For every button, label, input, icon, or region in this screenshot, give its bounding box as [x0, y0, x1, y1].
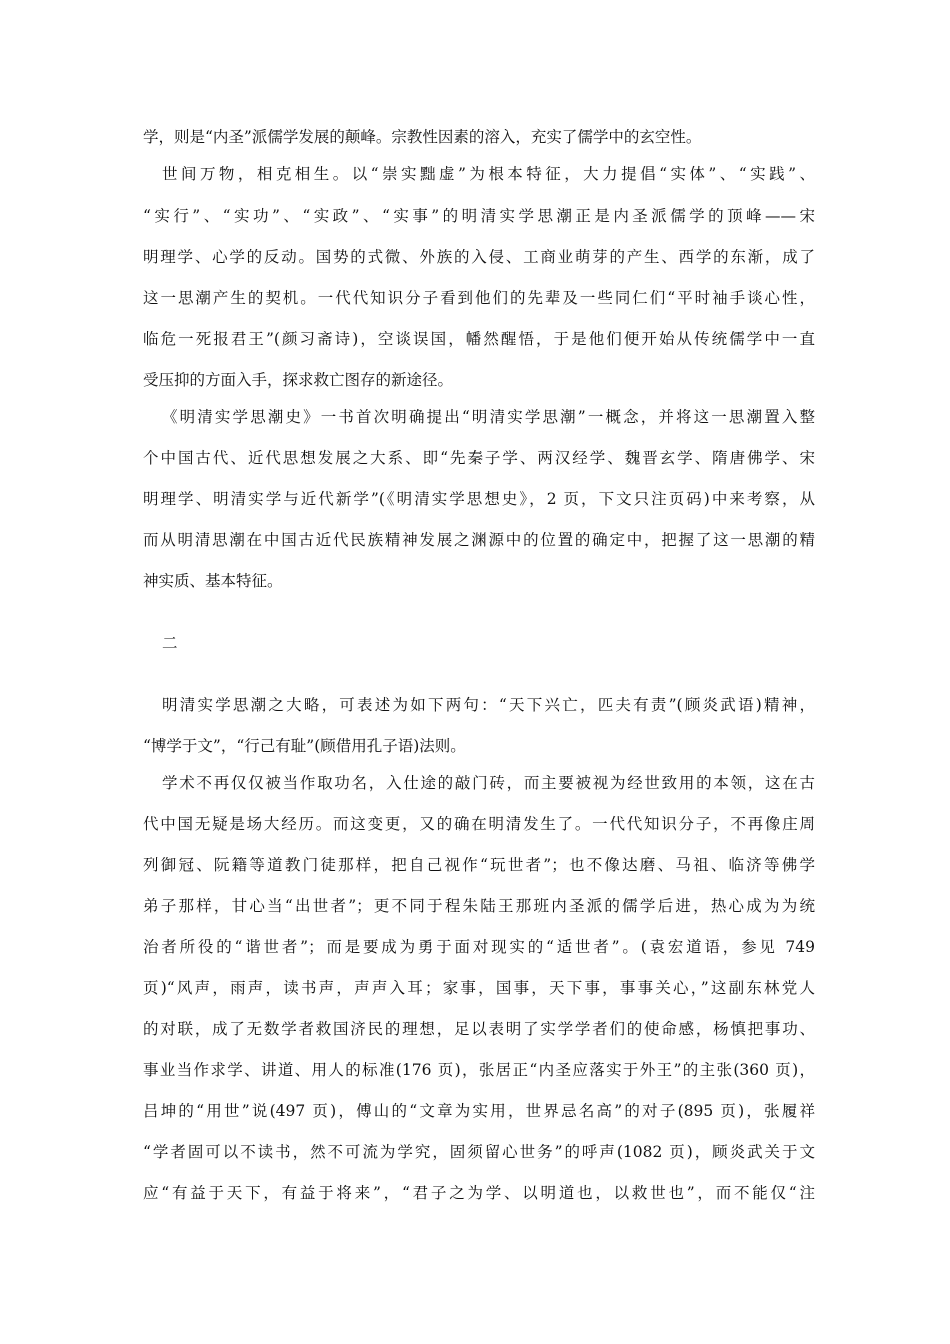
paragraph-start-line: 学术不再仅仅被当作取功名，入仕途的敲门砖，而主要被视为经世致用的本领，这在古: [162, 774, 815, 792]
text-line: 事业当作求学、讲道、用人的标准(176 页)，张居正“内圣应落实于外王”的主张(360 页)，: [143, 1061, 815, 1079]
text-line: 治者所役的“谐世者”；而是要成为勇于面对现实的“适世者”。(袁宏道语，参见 749: [143, 938, 815, 956]
text-line: 应“有益于天下，有益于将来”，“君子之为学、以明道也，以救世也”，而不能仅“注: [143, 1184, 815, 1202]
text-line: 个中国古代、近代思想发展之大系、即“先秦子学、两汉经学、魏晋玄学、隋唐佛学、宋: [143, 449, 815, 467]
section-heading: 二: [162, 634, 178, 652]
paragraph-start-line: 《明清实学思潮史》一书首次明确提出“明清实学思潮”一概念，并将这一思潮置入整: [162, 408, 815, 426]
text-line: 吕坤的“用世”说(497 页)，傅山的“文章为实用，世界忌名高”的对子(895 页)，张履祥: [143, 1102, 815, 1120]
text-line: “实行”、“实功”、“实政”、“实事”的明清实学思潮正是内圣派儒学的顶峰——宋: [143, 207, 815, 225]
text-line: 而从明清思潮在中国古近代民族精神发展之渊源中的位置的确定中，把握了这一思潮的精: [143, 531, 815, 549]
paragraph-start-line: 明清实学思潮之大略，可表述为如下两句：“天下兴亡，匹夫有责”(顾炎武语)精神，: [162, 696, 815, 714]
text-line: “博学于文”，“行己有耻”(顾借用孔子语)法则。: [143, 737, 466, 755]
text-line: 这一思潮产生的契机。一代代知识分子看到他们的先辈及一些同仁们“平时袖手谈心性，: [143, 289, 815, 307]
text-line: 的对联，成了无数学者救国济民的理想，足以表明了实学学者们的使命感，杨慎把事功、: [143, 1020, 815, 1038]
text-line: 代中国无疑是场大经历。而这变更，又的确在明清发生了。一代代知识分子，不再像庄周: [143, 815, 815, 833]
text-line: “学者固可以不读书，然不可流为学究，固须留心世务”的呼声(1082 页)，顾炎武关于文: [143, 1143, 815, 1161]
text-line: 明理学、心学的反动。国势的式微、外族的入侵、工商业萌芽的产生、西学的东渐，成了: [143, 248, 815, 266]
text-line: 列御冠、阮籍等道教门徒那样，把自己视作“玩世者”；也不像达磨、马祖、临济等佛学: [143, 856, 815, 874]
text-line: 页)“风声，雨声，读书声，声声入耳；家事，国事，天下事，事事关心，”这副东林党人: [143, 979, 815, 997]
text-line: 临危一死报君王”(颜习斋诗)，空谈误国，幡然醒悟，于是他们便开始从传统儒学中一直: [143, 330, 815, 348]
text-line: 弟子那样，甘心当“出世者”；更不同于程朱陆王那班内圣派的儒学后进，热心成为为统: [143, 897, 815, 915]
text-line: 受压抑的方面入手，探求救亡图存的新途径。: [143, 371, 454, 389]
text-line: 神实质、基本特征。: [143, 572, 283, 590]
text-line: 学，则是“内圣”派儒学发展的颠峰。宗教性因素的溶入，充实了儒学中的玄空性。: [143, 128, 702, 146]
paragraph-start-line: 世间万物，相克相生。以“崇实黜虚”为根本特征，大力提倡“实体”、“实践”、: [162, 165, 815, 183]
text-line: 明理学、明清实学与近代新学”(《明清实学思想史》，2 页，下文只注页码)中来考察，从: [143, 490, 815, 508]
